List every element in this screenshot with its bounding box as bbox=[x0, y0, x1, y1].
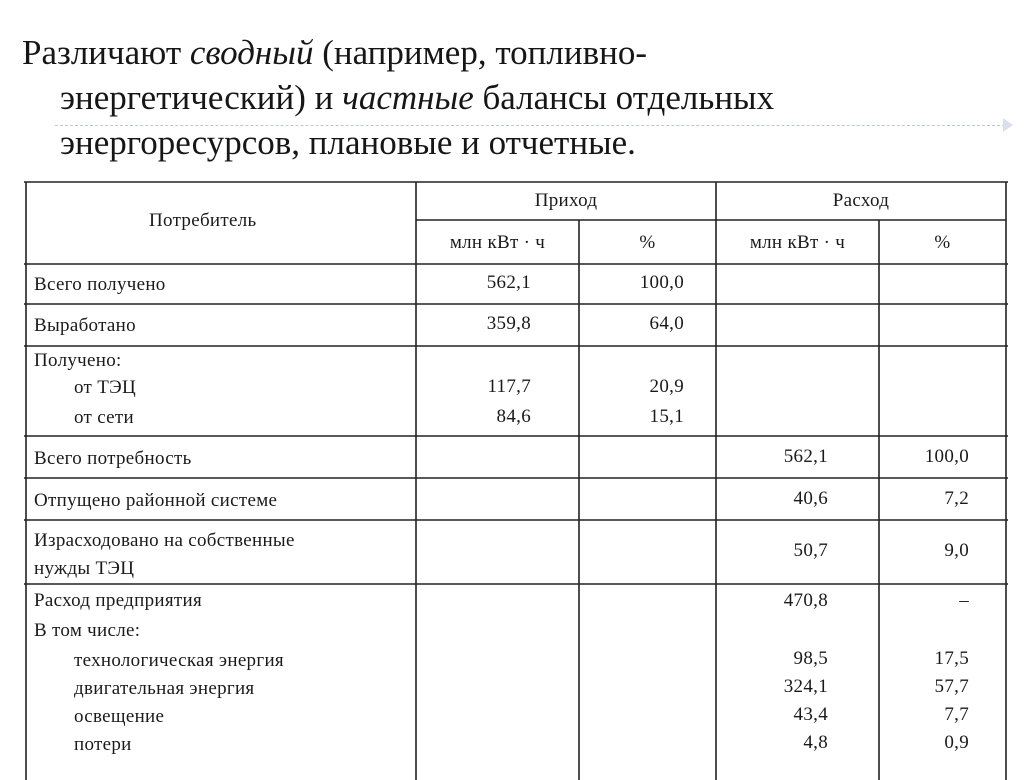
expense-value: 43,4 bbox=[793, 704, 828, 725]
row-label: Израсходовано на собственные bbox=[34, 530, 295, 551]
row-sublabel: потери bbox=[74, 734, 132, 755]
expense-value: 4,8 bbox=[803, 732, 828, 753]
dashed-divider bbox=[55, 125, 1005, 126]
income-value: 359,8 bbox=[486, 313, 531, 334]
expense-value: 562,1 bbox=[783, 446, 828, 467]
row-label: Получено: bbox=[34, 350, 122, 371]
row-label: Расход предприятия bbox=[34, 590, 203, 611]
column-header-consumer: Потребитель bbox=[149, 210, 257, 231]
heading-text: Различают bbox=[22, 33, 190, 72]
heading-text: балансы отдельных bbox=[473, 78, 775, 117]
unit-header-expense: млн кВт · ч bbox=[749, 232, 846, 253]
column-header-income: Приход bbox=[534, 190, 598, 211]
expense-value: 40,6 bbox=[793, 488, 828, 509]
row-sublabel: технологическая энергия bbox=[74, 650, 284, 671]
expense-value: 50,7 bbox=[793, 540, 828, 561]
income-value: 117,7 bbox=[487, 376, 531, 397]
unit-header-income: млн кВт · ч bbox=[449, 232, 546, 253]
row-sublabel: от сети bbox=[74, 407, 134, 428]
expense-value: 324,1 bbox=[783, 676, 828, 697]
slide-left-margin bbox=[0, 0, 22, 767]
slide-heading bbox=[22, 30, 982, 165]
expense-percent: – bbox=[959, 590, 969, 611]
row-label: Отпущено районной системе bbox=[34, 490, 278, 511]
row-label: Всего потребность bbox=[34, 448, 192, 469]
expense-value: 98,5 bbox=[793, 648, 828, 669]
expense-percent: 0,9 bbox=[944, 732, 969, 753]
heading-italic-term: сводный bbox=[189, 33, 314, 72]
income-value: 562,1 bbox=[486, 272, 531, 293]
expense-percent: 57,7 bbox=[934, 676, 969, 697]
balance-table bbox=[24, 180, 1008, 780]
row-sublabel: от ТЭЦ bbox=[74, 377, 136, 398]
expense-percent: 7,7 bbox=[944, 704, 969, 725]
income-percent: 64,0 bbox=[649, 313, 684, 334]
expense-value: 470,8 bbox=[783, 590, 828, 611]
income-percent: 20,9 bbox=[649, 376, 684, 397]
expense-percent: 17,5 bbox=[934, 648, 969, 669]
heading-line-2 bbox=[22, 75, 982, 120]
arrow-icon bbox=[1003, 118, 1013, 132]
income-value: 84,6 bbox=[496, 406, 531, 427]
heading-text: энергетический) и bbox=[60, 78, 343, 117]
column-header-expense: Расход bbox=[832, 190, 890, 211]
row-sublabel: двигательная энергия bbox=[74, 678, 255, 699]
row-label-continued: нужды ТЭЦ bbox=[34, 558, 135, 579]
income-percent: 100,0 bbox=[639, 272, 684, 293]
row-label-continued: В том числе: bbox=[34, 620, 141, 641]
expense-percent: 9,0 bbox=[944, 540, 969, 561]
percent-header-income: % bbox=[639, 232, 656, 253]
expense-percent: 100,0 bbox=[924, 446, 969, 467]
expense-percent: 7,2 bbox=[944, 488, 969, 509]
row-label: Всего получено bbox=[34, 274, 166, 295]
heading-text: (например, топливно- bbox=[313, 33, 647, 72]
row-label: Выработано bbox=[34, 315, 136, 336]
row-sublabel: освещение bbox=[74, 706, 165, 727]
heading-italic-term: частные bbox=[342, 78, 474, 117]
income-percent: 15,1 bbox=[649, 406, 684, 427]
percent-header-expense: % bbox=[934, 232, 951, 253]
heading-line-1 bbox=[22, 30, 982, 75]
heading-line-3: энергоресурсов, плановые и отчетные. bbox=[60, 123, 636, 162]
